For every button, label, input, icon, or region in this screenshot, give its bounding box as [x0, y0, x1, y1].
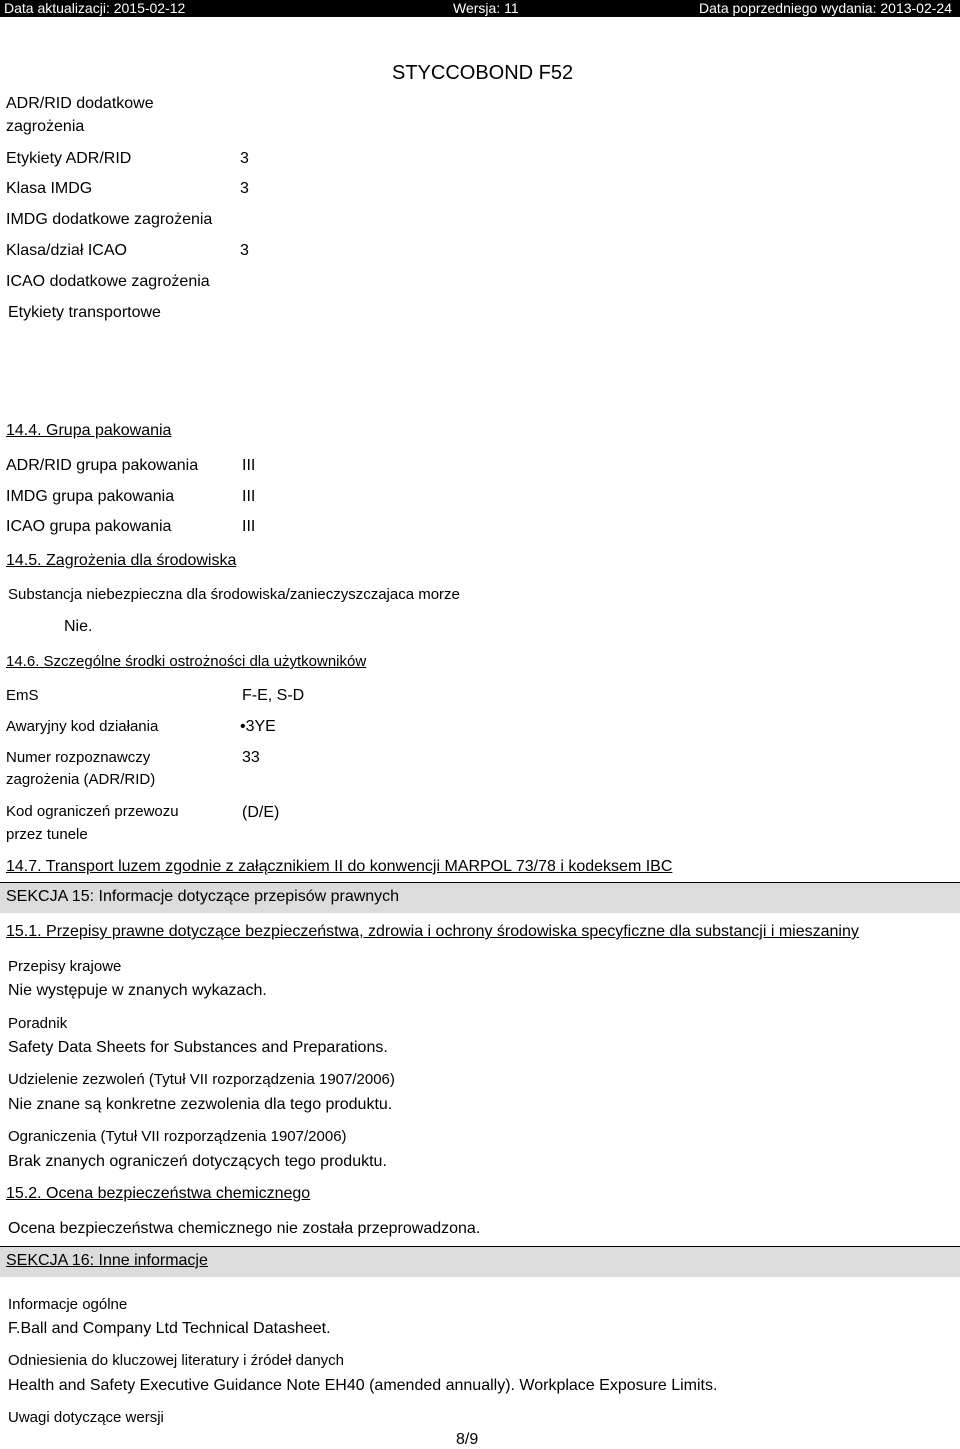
tunnel-code-value: (D/E) — [242, 804, 280, 821]
guide-text: Safety Data Sheets for Substances and Preparations. — [8, 1039, 388, 1056]
ems-value: F-E, S-D — [242, 687, 305, 704]
transport-labels-label: Etykiety transportowe — [8, 304, 161, 321]
section-15-title: SEKCJA 15: Informacje dotyczące przepisów prawnych — [6, 888, 400, 905]
section-15-band — [0, 882, 960, 913]
imdg-class-label: Klasa IMDG — [6, 180, 93, 197]
general-info-text: F.Ball and Company Ltd Technical Datasheet. — [8, 1320, 331, 1337]
previous-date: Data poprzedniego wydania: 2013-02-24 — [699, 0, 952, 16]
chemical-safety-text: Ocena bezpieczeństwa chemicznego nie została przeprowadzona. — [8, 1220, 481, 1237]
heading-14-4: 14.4. Grupa pakowania — [6, 422, 172, 439]
section-16-title: SEKCJA 16: Inne informacje — [6, 1252, 208, 1269]
icao-class-value: 3 — [240, 242, 249, 259]
adr-additional-label-1: ADR/RID dodatkowe — [6, 95, 154, 112]
hazard-number-label-1: Numer rozpoznawczy — [6, 749, 151, 766]
icao-additional-label: ICAO dodatkowe zagrożenia — [6, 273, 210, 290]
national-regulations-label: Przepisy krajowe — [8, 958, 122, 975]
guide-label: Poradnik — [8, 1015, 68, 1032]
emergency-code-label: Awaryjny kod działania — [6, 718, 159, 735]
imdg-class-value: 3 — [240, 180, 249, 197]
section-15-rule — [0, 882, 960, 883]
ems-label: EmS — [6, 687, 39, 704]
restrictions-text: Brak znanych ograniczeń dotyczących tego produktu. — [8, 1153, 387, 1170]
update-date: Data aktualizacji: 2015-02-12 — [4, 0, 186, 16]
heading-15-2: 15.2. Ocena bezpieczeństwa chemicznego — [6, 1185, 311, 1202]
imdg-packing-label: IMDG grupa pakowania — [6, 488, 175, 505]
adr-additional-label-2: zagrożenia — [6, 118, 85, 135]
icao-packing-value: III — [242, 518, 256, 535]
env-hazard-value: Nie. — [64, 618, 93, 635]
icao-class-label: Klasa/dział ICAO — [6, 242, 127, 259]
emergency-code-value: •3YE — [240, 718, 276, 735]
tunnel-code-label-2: przez tunele — [6, 826, 88, 843]
authorisations-label: Udzielenie zezwoleń (Tytuł VII rozporządzenia 1907/2006) — [8, 1071, 395, 1088]
imdg-packing-value: III — [242, 488, 256, 505]
adr-packing-label: ADR/RID grupa pakowania — [6, 457, 199, 474]
imdg-additional-label: IMDG dodatkowe zagrożenia — [6, 211, 213, 228]
adr-labels-label: Etykiety ADR/RID — [6, 150, 132, 167]
heading-15-1: 15.1. Przepisy prawne dotyczące bezpieczeństwa, zdrowia i ochrony środowiska specyficzne dla substancji i mieszaniny — [6, 923, 859, 940]
references-text: Health and Safety Executive Guidance Note EH40 (amended annually). Workplace Exposure Limits. — [8, 1377, 718, 1394]
general-info-label: Informacje ogólne — [8, 1296, 128, 1313]
icao-packing-label: ICAO grupa pakowania — [6, 518, 172, 535]
references-label: Odniesienia do kluczowej literatury i źródeł danych — [8, 1352, 345, 1369]
authorisations-text: Nie znane są konkretne zezwolenia dla tego produktu. — [8, 1096, 393, 1113]
product-name: STYCCOBOND F52 — [392, 62, 574, 84]
adr-labels-value: 3 — [240, 150, 249, 167]
adr-packing-value: III — [242, 457, 256, 474]
version: Wersja: 11 — [453, 0, 519, 16]
env-hazard-label: Substancja niebezpieczna dla środowiska/zanieczyszczajaca morze — [8, 586, 460, 603]
restrictions-label: Ograniczenia (Tytuł VII rozporządzenia 1907/2006) — [8, 1128, 347, 1145]
heading-14-7: 14.7. Transport luzem zgodnie z załącznikiem II do konwencji MARPOL 73/78 i kodeksem IBC — [6, 858, 673, 875]
tunnel-code-label-1: Kod ograniczeń przewozu — [6, 803, 179, 820]
version-notes-label: Uwagi dotyczące wersji — [8, 1409, 164, 1426]
section-16-rule — [0, 1246, 960, 1247]
hazard-number-label-2: zagrożenia (ADR/RID) — [6, 771, 156, 788]
heading-14-6: 14.6. Szczególne środki ostrożności dla użytkowników — [6, 653, 367, 670]
heading-14-5: 14.5. Zagrożenia dla środowiska — [6, 552, 237, 569]
national-regulations-text: Nie występuje w znanych wykazach. — [8, 982, 267, 999]
page-number: 8/9 — [456, 1431, 479, 1448]
section-16-band — [0, 1246, 960, 1277]
hazard-number-value: 33 — [242, 749, 260, 766]
document-header — [0, 0, 960, 17]
